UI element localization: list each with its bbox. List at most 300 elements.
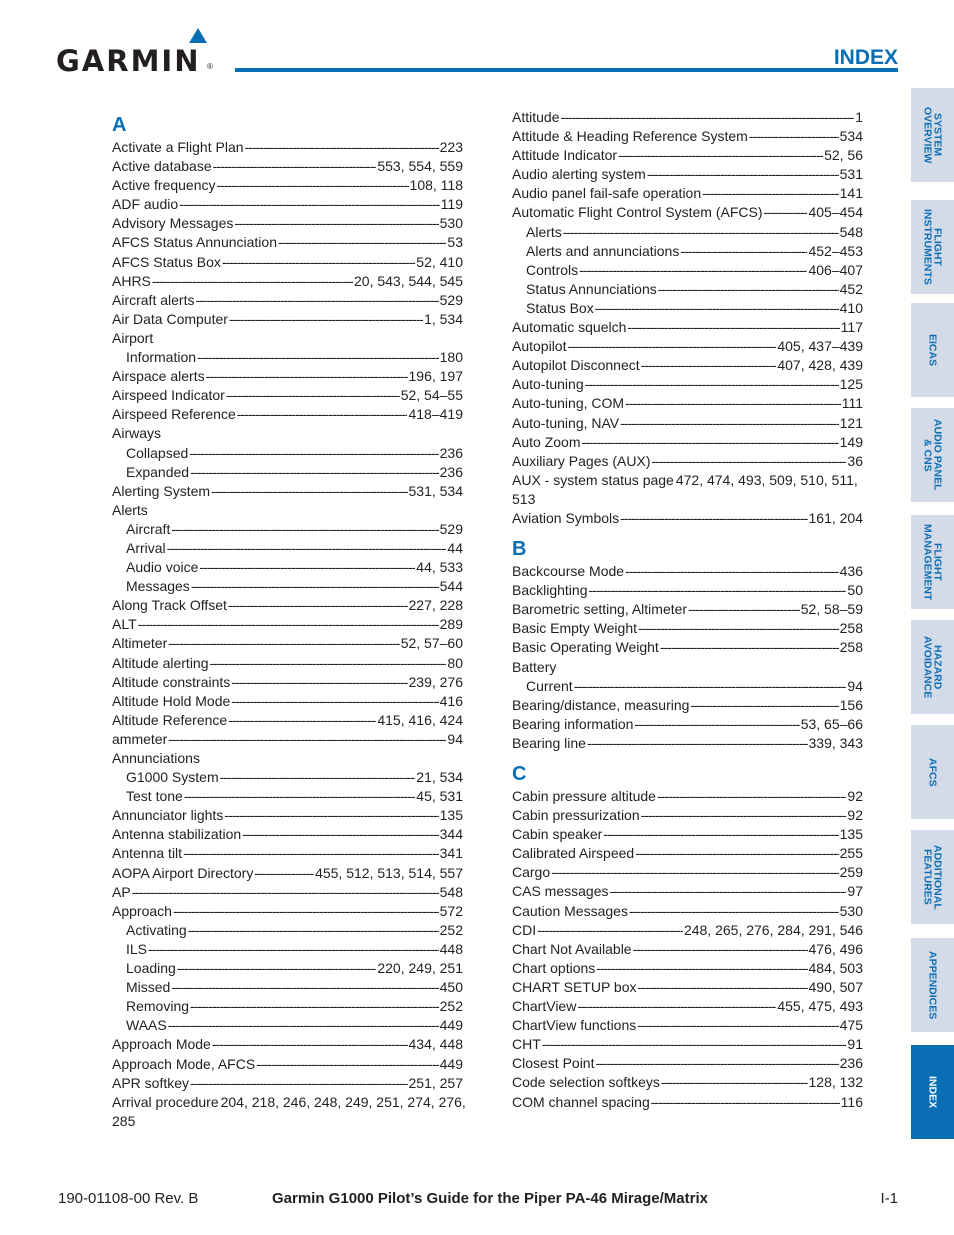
entry-term: CAS messages [512, 883, 609, 900]
entry-pages: 531 [839, 166, 863, 183]
tab-additional-features[interactable] [911, 830, 954, 924]
entry-term: Information [126, 349, 197, 366]
index-subentry [512, 261, 863, 280]
tab-flight-instruments[interactable] [911, 200, 954, 294]
entry-term: Active database [112, 158, 212, 175]
index-entry [512, 1054, 863, 1073]
dot-leader [660, 638, 839, 657]
entry-pages: 530 [839, 902, 863, 919]
dot-leader [537, 921, 683, 940]
tab-label: AUDIO PANEL & CNS [921, 419, 944, 491]
entry-term: Code selection softkeys [512, 1074, 660, 1091]
dot-leader [171, 520, 438, 539]
entry-pages: 1, 534 [424, 310, 463, 327]
entry-pages: 416 [439, 692, 463, 709]
entry-pages: 248, 265, 276, 284, 291, 546 [683, 921, 863, 938]
dot-leader [581, 433, 838, 452]
dot-leader [234, 214, 438, 233]
entry-term: Barometric setting, Altimeter [512, 601, 688, 618]
entry-term: Cabin speaker [512, 826, 603, 843]
index-entry [112, 711, 463, 730]
entry-term: Airspace alerts [112, 368, 205, 385]
entry-pages: 418–419 [408, 406, 463, 423]
entry-term: Approach Mode [112, 1036, 211, 1053]
entry-pages: 92 [847, 807, 863, 824]
dot-leader [620, 509, 807, 528]
index-entry [112, 902, 463, 921]
dot-leader [224, 806, 438, 825]
section-letter: C [512, 763, 527, 785]
dot-leader [574, 677, 847, 696]
dot-leader [647, 165, 839, 184]
entry-pages: 149 [839, 433, 863, 450]
tab-label: HAZARD AVOIDANCE [921, 635, 944, 699]
entry-term: Closest Point [512, 1055, 595, 1072]
entry-pages: 119 [440, 196, 463, 213]
dot-leader [596, 959, 807, 978]
entry-pages: 97 [847, 883, 863, 900]
dot-leader [688, 600, 800, 619]
entry-pages: 484, 503 [808, 959, 863, 976]
index-entry [112, 176, 463, 195]
dot-leader [190, 997, 439, 1016]
entry-term: Annunciator lights [112, 807, 224, 824]
entry-pages: 252 [439, 998, 463, 1015]
entry-pages: 531, 534 [408, 482, 463, 499]
entry-term: Altitude Reference [112, 711, 228, 728]
entry-term: Chart Not Available [512, 940, 632, 957]
entry-pages: 475 [839, 1017, 863, 1034]
entry-pages: 236 [439, 463, 463, 480]
entry-pages: 50 [847, 582, 863, 599]
entry-term: CHART SETUP box [512, 978, 637, 995]
dot-leader [638, 619, 839, 638]
index-entry [512, 715, 863, 734]
entry-pages: 434, 448 [408, 1036, 463, 1053]
entry-pages: 36 [847, 452, 863, 469]
entry-term: Basic Empty Weight [512, 620, 638, 637]
entry-term: Audio voice [126, 559, 199, 576]
entry-pages: 111 [841, 395, 863, 412]
tab-hazard-avoidance[interactable] [911, 620, 954, 714]
entry-term: Audio alerting system [512, 166, 646, 183]
entry-term: Attitude Indicator [512, 147, 618, 164]
index-entry [112, 1035, 463, 1054]
entry-term: Autopilot [512, 338, 567, 355]
index-entry [112, 272, 463, 291]
index-entry [512, 471, 880, 509]
entry-term: Altimeter [112, 635, 168, 652]
dot-leader [148, 940, 439, 959]
entry-pages: 258 [839, 620, 863, 637]
entry-term: Backlighting [512, 582, 588, 599]
tab-eicas[interactable] [911, 303, 954, 397]
entry-term: Collapsed [126, 444, 189, 461]
dot-leader [603, 825, 838, 844]
index-entry [112, 615, 463, 634]
dot-leader [629, 902, 839, 921]
entry-pages: 339, 343 [808, 734, 863, 751]
tab-label: ADDITIONAL FEATURES [921, 844, 944, 910]
index-subentry [112, 787, 463, 806]
entry-term: Cabin pressure altitude [512, 788, 656, 804]
index-subentry [112, 978, 463, 997]
footer-title: Garmin G1000 Pilot’s Guide for the Piper PA-46 Mirage/Matrix [272, 1190, 708, 1207]
dot-leader [680, 242, 807, 261]
entry-pages: 156 [839, 696, 863, 713]
entry-pages: 128, 132 [808, 1074, 863, 1091]
entry-pages: 52, 54–55 [400, 387, 463, 404]
dot-leader [226, 386, 400, 405]
entry-term: AOPA Airport Directory [112, 864, 254, 881]
dot-leader [579, 261, 807, 280]
entry-pages: 452 [839, 280, 863, 297]
tab-label: INDEX [926, 1075, 939, 1109]
tab-afcs[interactable] [911, 725, 954, 819]
index-entry [512, 844, 863, 863]
index-entry [512, 921, 863, 940]
entry-pages: 544 [439, 578, 463, 595]
entry-term: Approach [112, 902, 172, 919]
dot-leader [618, 146, 823, 165]
entry-pages: 548 [839, 223, 863, 240]
index-entry [512, 452, 863, 471]
index-subentry [112, 577, 463, 596]
dot-leader [189, 444, 438, 463]
index-entry [512, 1093, 863, 1112]
dot-leader [577, 997, 776, 1016]
entry-pages: 94 [447, 730, 463, 747]
entry-term: Basic Operating Weight [512, 639, 659, 656]
dot-leader [551, 863, 839, 882]
dot-leader [183, 844, 439, 863]
index-entry [512, 787, 863, 806]
entry-pages: 91 [847, 1036, 863, 1053]
tab-appendices[interactable] [911, 938, 954, 1032]
entry-pages: 53 [447, 234, 463, 251]
dot-leader [231, 673, 407, 692]
index-entry [512, 165, 863, 184]
dot-leader [620, 414, 839, 433]
entry-term: Audio panel fail-safe operation [512, 185, 702, 202]
dot-leader [641, 806, 847, 825]
dot-leader [749, 127, 839, 146]
section-letter: B [512, 538, 527, 561]
dot-leader [190, 1074, 407, 1093]
tab-flight-management[interactable] [911, 515, 954, 609]
index-heading: Airways [112, 425, 162, 442]
dot-leader [587, 734, 808, 753]
entry-term: Arrival procedure [112, 1093, 219, 1110]
index-entry [512, 940, 863, 959]
entry-term: Arrival [126, 539, 166, 556]
index-subentry [512, 677, 863, 696]
index-entry [112, 1055, 463, 1074]
entry-pages: 415, 416, 424 [377, 711, 463, 728]
entry-term: AUX - system status page [512, 471, 674, 488]
index-entry [112, 654, 463, 673]
entry-term: Backcourse Mode [512, 563, 625, 580]
index-subentry [112, 558, 463, 577]
entry-term: Activate a Flight Plan [112, 139, 244, 155]
dot-leader [213, 157, 377, 176]
entry-pages: 548 [439, 883, 463, 900]
entry-term: Aviation Symbols [512, 509, 620, 526]
dot-leader [199, 558, 415, 577]
entry-pages: 121 [839, 414, 863, 431]
index-entry [112, 673, 463, 692]
index-subentry [112, 997, 463, 1016]
entry-term: G1000 System [126, 769, 219, 786]
entry-pages: 476, 496 [808, 940, 863, 957]
dot-leader [637, 1016, 838, 1035]
entry-term: Aircraft [126, 520, 171, 537]
dot-leader [167, 539, 447, 558]
index-subentry [112, 768, 463, 787]
entry-pages: 94 [847, 677, 863, 694]
footer-doc-number: 190-01108-00 Rev. B [58, 1190, 199, 1207]
index-entry [112, 634, 463, 653]
entry-pages: 449 [439, 1055, 463, 1072]
entry-term: Messages [126, 578, 190, 595]
dot-leader [633, 940, 808, 959]
entry-term: Expanded [126, 463, 190, 480]
index-entry [512, 414, 863, 433]
index-entry [112, 138, 463, 157]
dot-leader [179, 195, 440, 214]
index-entry [112, 367, 463, 386]
entry-pages: 255 [839, 845, 863, 862]
index-entry [512, 127, 863, 146]
dot-leader [625, 394, 841, 413]
entry-pages: 116 [840, 1093, 863, 1110]
entry-term: Approach Mode, AFCS [112, 1055, 256, 1072]
entry-pages: 534 [839, 128, 863, 145]
entry-pages: 227, 228 [408, 597, 463, 614]
entry-pages: 1 [855, 109, 863, 125]
index-entry [512, 959, 863, 978]
dot-leader [212, 1035, 408, 1054]
index-subentry [512, 242, 863, 261]
entry-term: AP [112, 883, 131, 900]
entry-pages: 251, 257 [408, 1074, 463, 1091]
index-subentry [112, 348, 463, 367]
dot-leader [211, 482, 407, 501]
entry-term: Bearing information [512, 715, 634, 732]
entry-pages: 455, 512, 513, 514, 557 [315, 864, 463, 881]
dot-leader [702, 184, 839, 203]
dot-leader [220, 768, 416, 787]
entry-pages: 289 [439, 616, 463, 633]
index-entry [112, 233, 463, 252]
tab-label: FLIGHT MANAGEMENT [921, 523, 944, 601]
entry-term: Automatic squelch [512, 319, 627, 336]
dot-leader [168, 634, 399, 653]
entry-term: Antenna stabilization [112, 826, 242, 843]
index-entry [512, 696, 863, 715]
index-entry [512, 1073, 863, 1092]
tab-label: EICAS [926, 333, 939, 367]
index-entry [512, 203, 863, 222]
entry-term: Auto-tuning, NAV [512, 414, 620, 431]
logo-triangle-icon [189, 28, 207, 43]
entry-pages: 53, 65–66 [800, 715, 863, 732]
dot-leader [635, 844, 838, 863]
dot-leader [638, 978, 808, 997]
tab-label: APPENDICES [926, 950, 939, 1020]
entry-pages: 452–453 [808, 242, 863, 259]
entry-term: Alerts and annunciations [526, 242, 680, 259]
entry-pages: 529 [439, 291, 463, 308]
index-entry [512, 1035, 863, 1054]
dot-leader [132, 883, 439, 902]
dot-leader [190, 463, 439, 482]
garmin-logo [56, 28, 226, 76]
index-heading: Alerts [112, 501, 148, 518]
entry-pages: 405–454 [808, 204, 863, 221]
index-entry [512, 581, 863, 600]
entry-term: WAAS [126, 1017, 167, 1034]
entry-term: CHT [512, 1036, 541, 1053]
entry-pages: 490, 507 [808, 978, 863, 995]
tab-audio-panel-cns[interactable] [911, 408, 954, 502]
dot-leader [177, 959, 377, 978]
entry-term: Altitude alerting [112, 654, 209, 671]
entry-pages: 406–407 [808, 261, 863, 278]
index-entry [512, 433, 863, 452]
dot-leader [231, 692, 438, 711]
index-entry [112, 291, 463, 310]
index-entry [512, 108, 863, 127]
index-entry [512, 997, 863, 1016]
dot-leader [228, 711, 376, 730]
dot-leader [627, 318, 839, 337]
entry-pages: 553, 554, 559 [377, 158, 463, 175]
index-entry [512, 146, 863, 165]
dot-leader [563, 223, 839, 242]
registered-mark: ® [207, 62, 213, 71]
entry-pages: 410 [839, 299, 863, 316]
logo-text: GARMIN [56, 44, 201, 78]
index-entry [512, 619, 863, 638]
dot-leader [217, 176, 409, 195]
entry-term: Altitude constraints [112, 673, 231, 690]
dot-leader [658, 280, 839, 299]
entry-pages: 448 [439, 940, 463, 957]
entry-term: Attitude & Heading Reference System [512, 128, 748, 145]
entry-term: Removing [126, 998, 190, 1015]
entry-pages: 204, 218, 246, 248, 249, 251, 274, 276, 285 [112, 1093, 466, 1129]
dot-leader [237, 405, 408, 424]
entry-term: Caution Messages [512, 902, 628, 919]
index-entry [112, 386, 463, 405]
dot-leader [138, 615, 439, 634]
entry-term: Controls [526, 261, 579, 278]
dot-leader [661, 1073, 808, 1092]
entry-term: ChartView functions [512, 1017, 637, 1034]
entry-term: Automatic Flight Control System (AFCS) [512, 204, 763, 221]
entry-pages: 455, 475, 493 [777, 998, 863, 1015]
entry-term: AFCS Status Annunciation [112, 234, 277, 251]
entry-pages: 44, 533 [416, 559, 463, 576]
entry-pages: 135 [839, 826, 863, 843]
entry-term: Missed [126, 979, 171, 996]
entry-term: Altitude Hold Mode [112, 692, 231, 709]
index-entry [112, 692, 463, 711]
page-title: INDEX [833, 46, 898, 69]
entry-pages: 20, 543, 544, 545 [354, 272, 463, 289]
index-entry [512, 825, 863, 844]
dot-leader [625, 562, 839, 581]
entry-term: APR softkey [112, 1074, 190, 1091]
entry-pages: 52, 56 [824, 147, 863, 164]
index-subentry [112, 520, 463, 539]
index-entry [512, 394, 863, 413]
tab-label: SYSTEM OVERVIEW [921, 106, 944, 164]
entry-pages: 236 [839, 1055, 863, 1072]
dot-leader [222, 253, 415, 272]
entry-term: Cargo [512, 864, 551, 881]
entry-pages: 92 [847, 788, 863, 804]
entry-term: Bearing line [512, 734, 586, 751]
index-subentry [112, 921, 463, 940]
dot-leader [652, 452, 847, 471]
index-entry [112, 310, 463, 329]
dot-leader [191, 577, 439, 596]
index-entry [112, 806, 463, 825]
entry-pages: 52, 58–59 [800, 601, 863, 618]
index-subentry [112, 940, 463, 959]
entry-term: Airspeed Indicator [112, 387, 225, 404]
index-entry [112, 883, 463, 902]
entry-term: CDI [512, 921, 537, 938]
dot-leader [254, 864, 314, 883]
entry-pages: 52, 57–60 [400, 635, 463, 652]
entry-pages: 196, 197 [408, 368, 463, 385]
tab-system-overview[interactable] [911, 88, 954, 182]
tab-index[interactable] [911, 1045, 954, 1139]
dot-leader [197, 348, 439, 367]
dot-leader [690, 696, 838, 715]
dot-leader [589, 581, 847, 600]
dot-leader [188, 921, 439, 940]
index-subentry [512, 299, 863, 318]
entry-term: ammeter [112, 730, 168, 747]
entry-term: ADF audio [112, 196, 179, 213]
entry-term: Auto-tuning, COM [512, 395, 625, 412]
index-subentry [512, 280, 863, 299]
entry-term: Air Data Computer [112, 310, 228, 327]
dot-leader [764, 203, 808, 222]
entry-term: Attitude [512, 109, 560, 125]
index-subentry [112, 959, 463, 978]
index-entry [112, 730, 463, 749]
index-subentry [112, 463, 463, 482]
section-letter: A [112, 114, 127, 136]
entry-term: Autopilot Disconnect [512, 357, 640, 374]
dot-leader [542, 1035, 847, 1054]
entry-term: ChartView [512, 998, 577, 1015]
dot-leader [206, 367, 408, 386]
entry-term: COM channel spacing [512, 1093, 650, 1110]
entry-term: Loading [126, 960, 176, 977]
entry-pages: 141 [839, 185, 863, 202]
index-entry [112, 596, 463, 615]
dot-leader [195, 291, 438, 310]
index-entry [512, 356, 863, 375]
index-entry [512, 509, 863, 528]
entry-term: Advisory Messages [112, 215, 234, 232]
